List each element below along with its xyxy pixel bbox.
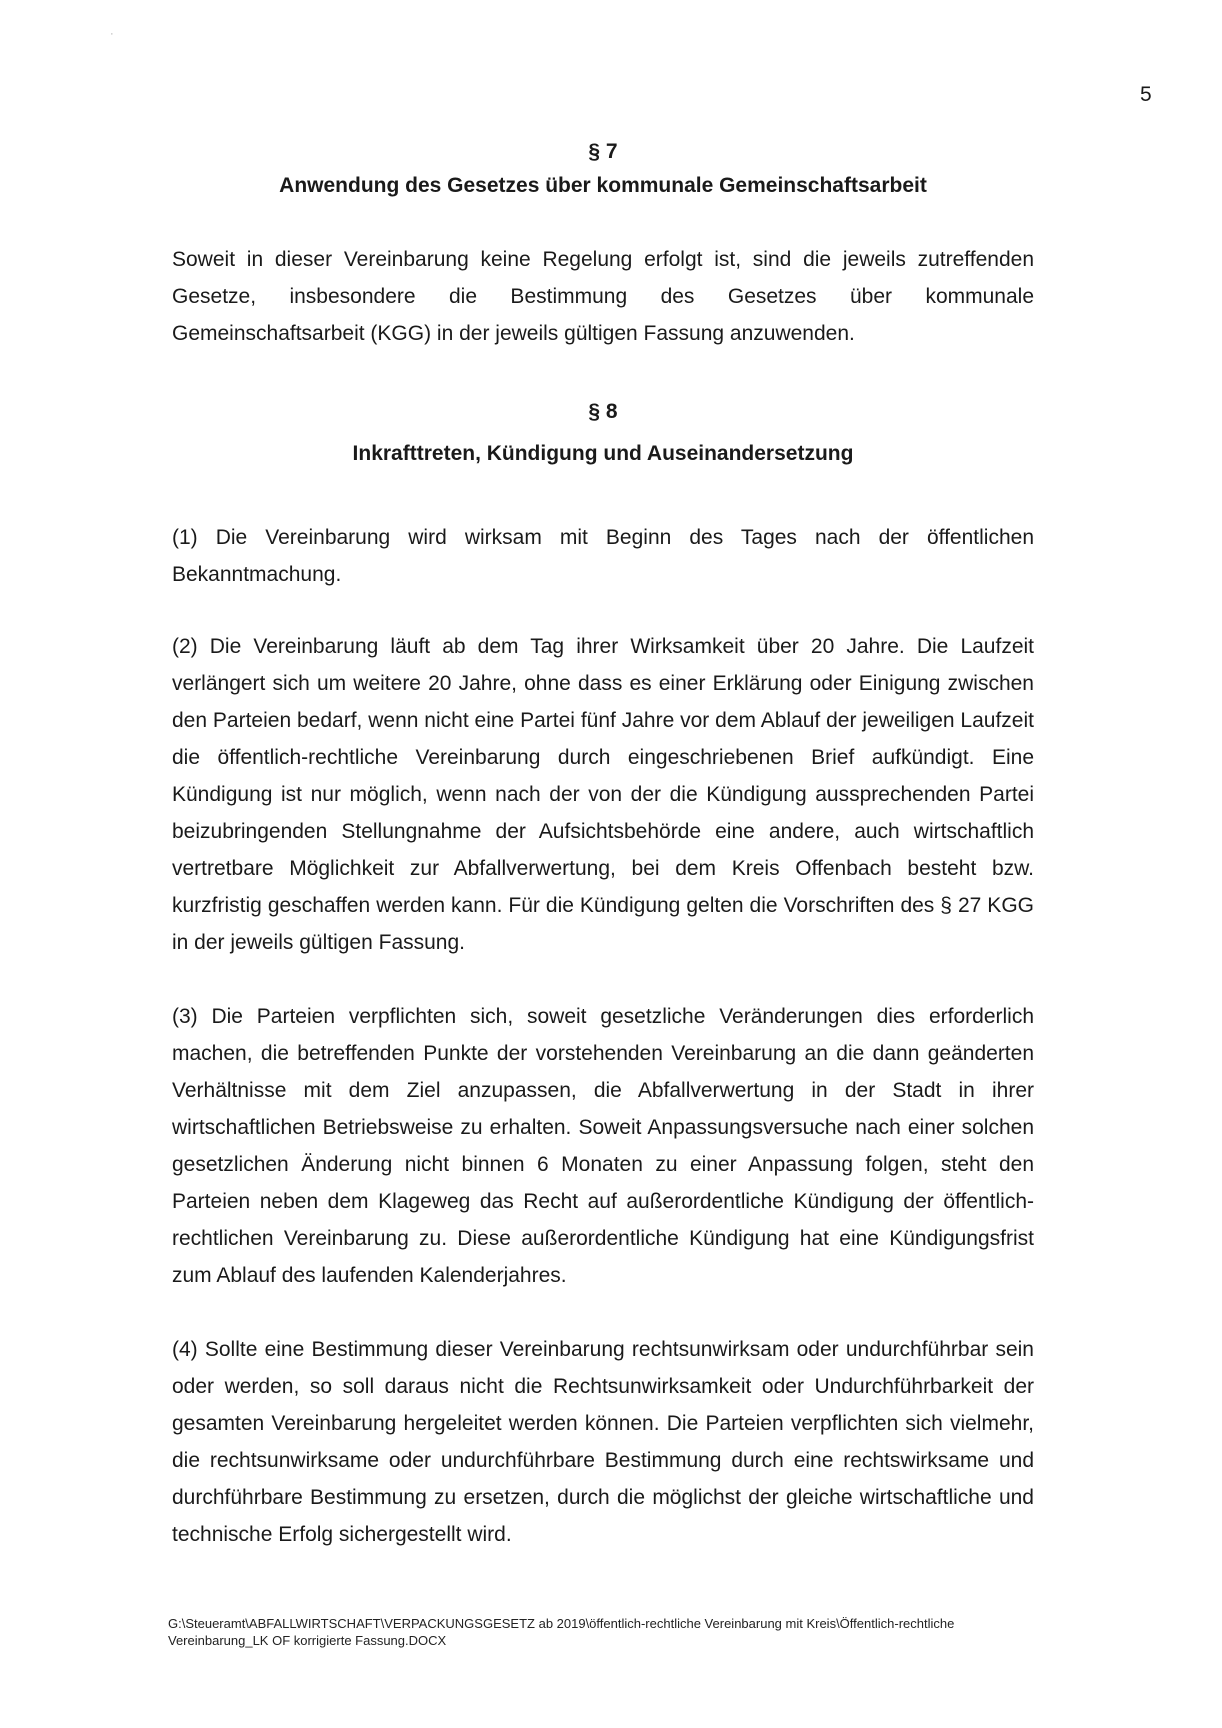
section-title: Inkrafttreten, Kündigung und Auseinandersetzung xyxy=(352,442,854,465)
section-title: Anwendung des Gesetzes über kommunale Gemeinschaftsarbeit xyxy=(279,174,927,197)
paragraph-4: (4) Sollte eine Bestimmung dieser Vereinbarung rechtsunwirksam oder undurchführbar sein oder werden, so soll daraus nicht die Rechtsunwirksamkeit oder Undurchführbarkeit der gesamten Vereinbarung hergeleitet werden können. Die Parteien verpflichten sich vielmehr, die rechtsunwirksame oder undurchführbare Bestimmung durch eine rechtswirksame und durchführbare Bestimmung zu ersetzen, durch die möglichst der gleiche wirtschaftliche und technische Erfolg sichergestellt wird. xyxy=(172,1338,1034,1546)
section-7 xyxy=(172,137,1034,352)
section-paragraph: Soweit in dieser Vereinbarung keine Regelung erfolgt ist, sind die jeweils zutreffenden Gesetze, insbesondere die Bestimmung des Gesetzes über kommunale Gemeinschaftsarbeit (KGG) in der jeweils gültigen Fassung anzuwenden. xyxy=(172,248,1034,345)
paragraph-3: (3) Die Parteien verpflichten sich, soweit gesetzliche Veränderungen dies erforderlich machen, die betreffenden Punkte der vorstehenden Vereinbarung an die dann geänderten Verhältnisse mit dem Ziel anzupassen, die Abfallverwertung in der Stadt in ihrer wirtschaftlichen Betriebsweise zu erhalten. Soweit Anpassungsversuche nach einer solchen gesetzlichen Änderung nicht binnen 6 Monaten zu einer Anpassung folgen, steht den Parteien neben dem Klageweg das Recht auf außerordentliche Kündigung der öffentlich-rechtlichen Vereinbarung zu. Diese außerordentliche Kündigung hat eine Kündigungsfrist zum Ablauf des laufenden Kalenderjahres. xyxy=(172,1005,1034,1287)
scan-artifact: · xyxy=(110,28,114,40)
paragraph-1: (1) Die Vereinbarung wird wirksam mit Beginn des Tages nach der öffentlichen Bekanntmachung. xyxy=(172,526,1034,586)
section-number: § 8 xyxy=(588,400,618,423)
paragraph-2: (2) Die Vereinbarung läuft ab dem Tag ihrer Wirksamkeit über 20 Jahre. Die Laufzeit verlängert sich um weitere 20 Jahre, ohne dass es einer Erklärung oder Einigung zwischen den Parteien bedarf, wenn nicht eine Partei fünf Jahre vor dem Ablauf der jeweiligen Laufzeit die öffentlich-rechtliche Vereinbarung durch eingeschriebenen Brief aufkündigt. Eine Kündigung ist nur möglich, wenn nach der von der die Kündigung aussprechenden Partei beizubringenden Stellungnahme der Aufsichtsbehörde eine andere, auch wirtschaftlich vertretbare Möglichkeit zur Abfallverwertung, bei dem Kreis Offenbach besteht bzw. kurzfristig geschaffen werden kann. Für die Kündigung gelten die Vorschriften des § 27 KGG in der jeweils gültigen Fassung. xyxy=(172,635,1034,954)
page-number: 5 xyxy=(1140,83,1152,106)
section-8 xyxy=(172,397,1034,1553)
footer-file-path: G:\Steueramt\ABFALLWIRTSCHAFT\VERPACKUNGSGESETZ ab 2019\öffentlich-rechtliche Vereinbarung mit Kreis\Öffentlich-rechtliche Vereinbarung_LK OF korrigierte Fassung.DOCX xyxy=(168,1616,955,1648)
section-number: § 7 xyxy=(588,140,618,163)
